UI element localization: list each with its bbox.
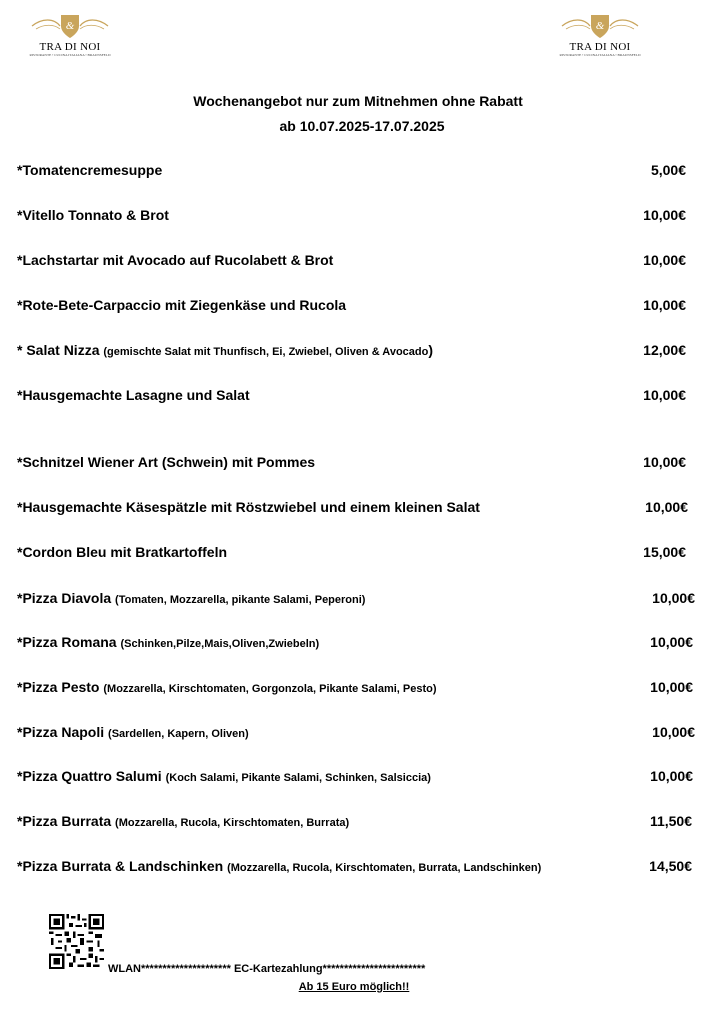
item-name: *Hausgemachte Lasagne und Salat	[17, 387, 250, 403]
item-name-tail: )	[428, 342, 434, 358]
item-price: 14,50€	[649, 858, 692, 874]
item-description: (Schinken,Pilze,Mais,Oliven,Zwiebeln)	[120, 638, 320, 650]
item-price: 10,00€	[643, 387, 686, 403]
menu-item	[17, 679, 698, 699]
crest-emblem-icon	[28, 12, 112, 40]
item-name: *Pizza Romana	[17, 634, 121, 650]
item-price: 10,00€	[650, 679, 693, 695]
menu-item	[17, 499, 698, 519]
item-price: 10,00€	[643, 454, 686, 470]
logo-name: TRA DI NOI	[569, 41, 631, 53]
menu-item	[17, 297, 698, 317]
item-name: *Schnitzel Wiener Art (Schwein) mit Pommes	[17, 454, 316, 470]
menu-item	[17, 813, 698, 833]
item-price: 11,50€	[649, 813, 692, 829]
item-name: *Pizza Burrata	[17, 813, 116, 829]
svg-text:&: &	[595, 20, 605, 32]
logo-tagline: RISTORANTE • CUCINA ITALIANA • BRAUNSFELD	[29, 53, 111, 57]
qr-code-icon[interactable]	[49, 914, 104, 969]
item-price: 10,00€	[650, 634, 693, 650]
offer-title: Wochenangebot nur zum Mitnehmen ohne Rabatt	[193, 93, 523, 109]
item-description: (Mozzarella, Rucola, Kirschtomaten, Burrata)	[115, 817, 350, 829]
item-price: 5,00€	[650, 162, 686, 178]
menu-item	[17, 207, 698, 227]
item-price: 10,00€	[643, 252, 686, 268]
item-description: (Koch Salami, Pikante Salami, Schinken, Salsiccia)	[165, 772, 431, 784]
menu-item	[17, 162, 698, 182]
item-price: 10,00€	[645, 499, 688, 515]
item-name: *Pizza Napoli	[17, 724, 109, 740]
menu-item	[17, 590, 698, 610]
menu-item	[17, 724, 698, 744]
menu-item	[17, 634, 698, 654]
svg-text:&: &	[65, 20, 75, 32]
item-description: (Tomaten, Mozzarella, pikante Salami, Peperoni)	[115, 594, 366, 606]
crest-emblem-icon	[558, 12, 642, 40]
menu-item	[17, 858, 698, 878]
item-price: 15,00€	[643, 544, 686, 560]
item-name: * Salat Nizza	[17, 342, 104, 358]
item-price: 10,00€	[643, 297, 686, 313]
item-name: *Pizza Burrata & Landschinken	[17, 858, 228, 874]
item-name: *Pizza Diavola	[17, 590, 116, 606]
offer-date-range: ab 10.07.2025-17.07.2025	[279, 118, 445, 134]
item-description: (Mozzarella, Rucola, Kirschtomaten, Burrata, Landschinken)	[227, 862, 542, 874]
payment-info-line: WLAN********************* EC-Kartezahlung************************	[108, 963, 426, 975]
item-name: *Tomatencremesuppe	[17, 162, 163, 178]
item-name: *Hausgemachte Käsespätzle mit Röstzwiebel und einem kleinen Salat	[17, 499, 480, 515]
item-name: *Vitello Tonnato & Brot	[17, 207, 169, 223]
restaurant-logo-right	[558, 12, 642, 58]
item-name: *Pizza Quattro Salumi	[17, 768, 166, 784]
item-price: 12,00€	[643, 342, 686, 358]
item-price: 10,00€	[652, 724, 695, 740]
logo-tagline: RISTORANTE • CUCINA ITALIANA • BRAUNSFELD	[559, 53, 641, 57]
menu-item	[17, 387, 698, 407]
item-description: (gemischte Salat mit Thunfisch, Ei, Zwiebel, Oliven & Avocado	[103, 346, 429, 358]
item-price: 10,00€	[652, 590, 695, 606]
restaurant-logo-left	[28, 12, 112, 58]
item-price: 10,00€	[643, 207, 686, 223]
menu-item	[17, 768, 698, 788]
item-description: (Sardellen, Kapern, Oliven)	[108, 728, 249, 740]
item-name: *Lachstartar mit Avocado auf Rucolabett & Brot	[17, 252, 334, 268]
menu-item	[17, 544, 698, 564]
item-price: 10,00€	[650, 768, 693, 784]
menu-item	[17, 454, 698, 474]
menu-item	[17, 342, 698, 362]
item-name: *Cordon Bleu mit Bratkartoffeln	[17, 544, 228, 560]
item-name: *Rote-Bete-Carpaccio mit Ziegenkäse und Rucola	[17, 297, 347, 313]
menu-item	[17, 252, 698, 272]
logo-name: TRA DI NOI	[39, 41, 101, 53]
minimum-amount-note: Ab 15 Euro möglich!!	[298, 981, 410, 993]
item-description: (Mozzarella, Kirschtomaten, Gorgonzola, Pikante Salami, Pesto)	[103, 683, 437, 695]
item-name: *Pizza Pesto	[17, 679, 104, 695]
